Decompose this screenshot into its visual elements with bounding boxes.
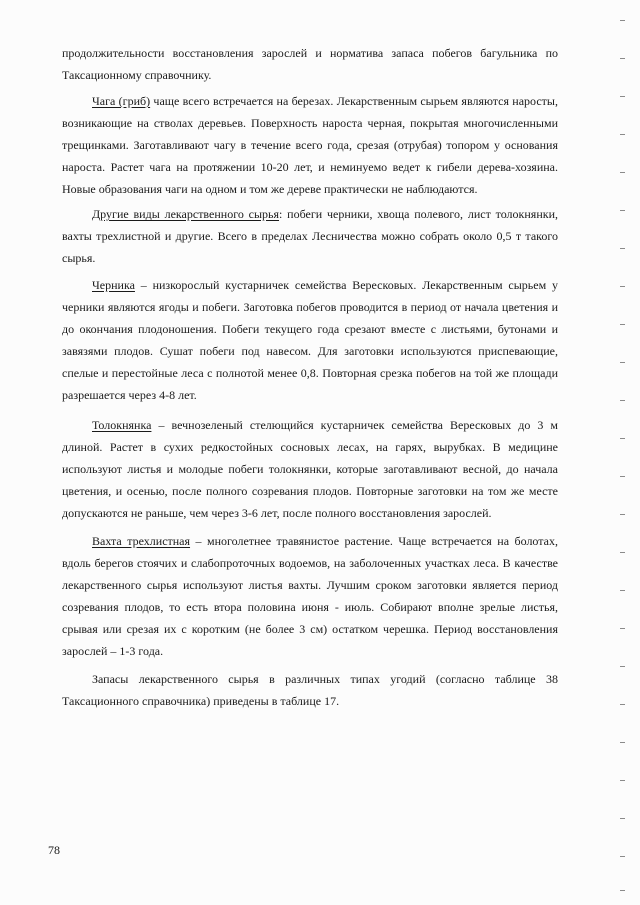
binding-tick [620,666,625,667]
binding-tick [620,134,625,135]
paragraph-text: – низкорослый кустарничек семейства Вересковых. Лекарственным сырьем у черники являются ягоды и побеги. Заготовка побегов проводится в период от начала цветения и до окончания плодоношения. Побеги текущего года срезают вместе с листьями, бутонами и завязями плодов. Сушат побеги под навесом. Для заготовки используются приспевающие, спелые и перестойные леса с полнотой менее 0,8. Повторная срезка побегов на той же площади разрешается через 4-8 лет. [62,278,558,402]
binding-tick [620,20,625,21]
binding-tick [620,438,625,439]
binding-tick [620,362,625,363]
binding-tick [620,780,625,781]
binding-tick [620,248,625,249]
binding-tick [620,704,625,705]
paragraph-text: чаще всего встречается на березах. Лекарственным сырьем являются наросты, возникающие на стволах деревьев. Поверхность нароста черная, покрытая многочисленными трещинками. Заготавливают чагу в течение всего года, срезая (отрубая) топором у основания нароста. Растет чага на протяжении 10-20 лет, и неминуемо ведет к гибели дерева-хозяина. Новые образования чаги на одном и том же дереве практически не наблюдаются. [62,94,558,196]
binding-tick [620,58,625,59]
binding-tick [620,286,625,287]
paragraph-text: Запасы лекарственного сырья в различных типах угодий (согласно таблице 38 Таксационного справочника) приведены в таблице 17. [62,672,558,708]
paragraph-text: : побеги черники, хвоща полевого, лист толокнянки, вахты трехлистной и другие. Всего в пределах Лесничества можно собрать около 0,5 т такого сырья. [62,207,558,265]
binding-tick [620,890,625,891]
term-bearberry: Толокнянка [92,418,152,432]
paragraph-intro-continuation [62,42,558,86]
binding-tick [620,172,625,173]
page-body [62,42,558,712]
paragraph-other-raw-materials [62,203,558,269]
binding-tick [620,552,625,553]
binding-tick-marks [620,0,632,905]
binding-tick [620,324,625,325]
paragraph-text: продолжительности восстановления зарослей и норматива запаса побегов багульника по Таксационному справочнику. [62,46,558,82]
binding-tick [620,96,625,97]
term-chaga: Чага (гриб) [92,94,151,108]
paragraph-text: – вечнозеленый стелющийся кустарничек семейства Вересковых до 3 м длиной. Растет в сухих редкостойных сосновых лесах, на гарях, вырубках. В медицине используют листья и молодые побеги толокнянки, которые заготавливают весной, до начала цветения, и осенью, после полного созревания плодов. Повторные заготовки на том же месте допускаются не раньше, чем через 3-6 лет, после полного восстановления зарослей. [62,418,558,520]
page-number: 78 [48,843,60,857]
binding-tick [620,742,625,743]
binding-tick [620,628,625,629]
paragraph-bearberry [62,414,558,524]
term-other-raw-materials: Другие виды лекарственного сырья [92,207,280,221]
binding-tick [620,400,625,401]
paragraph-text: – многолетнее травянистое растение. Чаще встречается на болотах, вдоль берегов стоячих и слабопроточных водоемов, на заболоченных участках леса. В качестве лекарственного сырья используют листья вахты. Лучшим сроком заготовки является период созревания плодов, то есть втора половина июня - июль. Собирают вполне зрелые листья, срывая или срезая их с коротким (не более 3 см) остатком черешка. Период восстановления зарослей – 1-3 года. [62,534,558,658]
binding-tick [620,476,625,477]
binding-tick [620,514,625,515]
binding-tick [620,590,625,591]
binding-tick [620,210,625,211]
paragraph-reserves-reference [62,668,558,712]
paragraph-chaga [62,90,558,200]
term-bogbean: Вахта трехлистная [92,534,191,548]
paragraph-blueberry [62,274,558,406]
term-blueberry: Черника [92,278,135,292]
binding-tick [620,856,625,857]
binding-tick [620,818,625,819]
paragraph-bogbean [62,530,558,662]
